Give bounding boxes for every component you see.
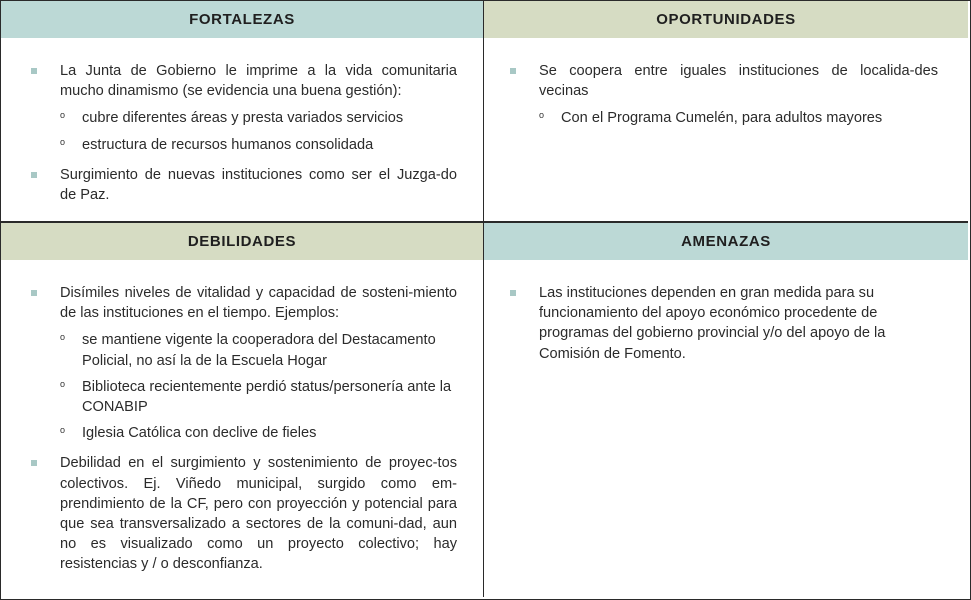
list-item [510,283,938,364]
amenazas-list [510,283,938,364]
debilidades-list [31,283,457,575]
circle-bullet-icon: o [539,110,545,121]
circle-bullet-icon: o [60,425,66,436]
list-item [510,61,938,129]
square-bullet-icon [31,460,37,466]
square-bullet-icon [510,68,516,74]
circle-bullet-icon: o [60,378,66,389]
fortalezas-body [1,38,483,205]
debilidades-header: DEBILIDADES [1,223,483,260]
square-bullet-icon [31,172,37,178]
oportunidades-list [510,61,938,129]
fortalezas-header: FORTALEZAS [1,1,483,38]
sub-list-item [60,135,457,155]
sub-list-item [60,423,457,443]
square-bullet-icon [31,290,37,296]
debilidades-body [1,260,483,575]
square-bullet-icon [31,68,37,74]
item-text: Se coopera entre iguales instituciones de localida-des vecinas [539,63,938,100]
sub-item-text: se mantiene vigente la cooperadora del Destacamento Policial, no así la de la Escuela Hogar [82,332,436,369]
sub-list [60,330,457,443]
item-text: Las instituciones dependen en gran medida para su funcionamiento del apoyo económico procedente de programas del gobierno provincial y/o del apoyo de la Comisión de Fomento. [539,285,886,362]
list-item [31,165,457,205]
sub-item-text: Iglesia Católica con declive de fieles [82,425,317,442]
amenazas-cell [484,223,968,597]
list-item [31,453,457,574]
fortalezas-cell [1,1,484,223]
circle-bullet-icon: o [60,110,66,121]
sub-list-item [60,108,457,128]
oportunidades-header: OPORTUNIDADES [484,1,968,38]
item-text: Debilidad en el surgimiento y sostenimiento de proyec-tos colectivos. Ej. Viñedo municipal, surgido como em-prendimiento de la CF, pero con proyección y potencial para que sea transversalizado a sectores de la comuni-dad, aun no es visualizado como un proyecto colectivo; hay resistencias y / o desconfianza. [60,455,457,573]
item-text: La Junta de Gobierno le imprime a la vida comunitaria mucho dinamismo (se evidencia una buena gestión): [60,63,457,100]
circle-bullet-icon: o [60,332,66,343]
list-item [31,283,457,443]
sub-list-item [60,377,457,417]
oportunidades-body [484,38,968,129]
square-bullet-icon [510,290,516,296]
amenazas-header: AMENAZAS [484,223,968,260]
circle-bullet-icon: o [60,136,66,147]
amenazas-body [484,260,968,364]
sub-item-text: Con el Programa Cumelén, para adultos mayores [561,110,883,127]
sub-list-item [539,108,938,128]
list-item [31,61,457,155]
item-text: Disímiles niveles de vitalidad y capacidad de sosteni-miento de las instituciones en el tiempo. Ejemplos: [60,285,457,322]
item-text: Surgimiento de nuevas instituciones como ser el Juzga-do de Paz. [60,166,457,204]
sub-item-text: estructura de recursos humanos consolidada [82,136,374,153]
sub-item-text: Biblioteca recientemente perdió status/personería ante la CONABIP [82,378,452,416]
fortalezas-list [31,61,457,205]
debilidades-cell [1,223,484,597]
sub-list [539,108,938,128]
sub-list-item [60,330,457,370]
sub-item-text: cubre diferentes áreas y presta variados servicios [82,110,404,127]
sub-list [60,108,457,154]
oportunidades-cell [484,1,968,223]
